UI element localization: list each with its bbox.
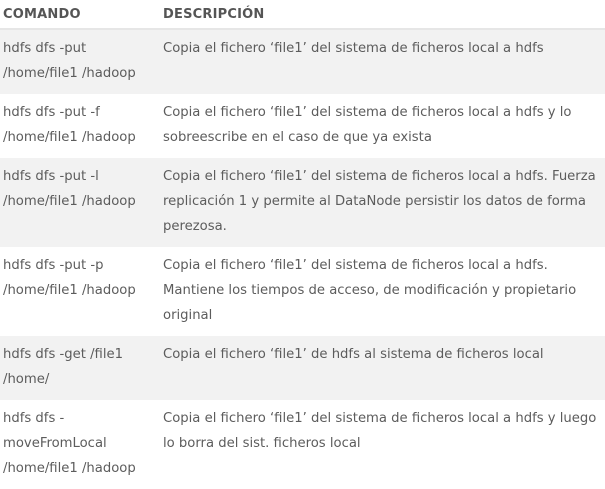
table-row [0, 400, 605, 489]
table-row [0, 94, 605, 158]
command-cell: hdfs dfs -put -f /home/file1 /hadoop [3, 105, 136, 145]
description-cell: Copia el fichero ‘file1’ de hdfs al sistema de ficheros local [160, 336, 605, 400]
command-cell: hdfs dfs -put -p /home/file1 /hadoop [3, 258, 136, 298]
description-cell: Copia el fichero ‘file1’ del sistema de ficheros local a hdfs. Mantiene los tiempos de acceso, de modificación y propietario original [163, 258, 577, 323]
table-row [0, 247, 605, 336]
description-cell: Copia el fichero ‘file1’ del sistema de ficheros local a hdfs y lo sobreescribe en el caso de que ya exista [163, 105, 572, 145]
table-row [0, 29, 605, 94]
command-cell: hdfs dfs -put -l /home/file1 /hadoop [0, 158, 160, 247]
description-cell: Copia el fichero ‘file1’ del sistema de ficheros local a hdfs. Fuerza replicación 1 y permite al DataNode persistir los datos de forma perezosa. [160, 158, 605, 247]
command-cell: hdfs dfs - moveFromLocal /home/file1 /hadoop [3, 411, 136, 476]
table-row [0, 336, 605, 400]
header-description: DESCRIPCIÓN [160, 0, 605, 29]
description-cell: Copia el fichero ‘file1’ del sistema de ficheros local a hdfs [160, 29, 605, 94]
header-command: COMANDO [0, 0, 160, 29]
table-row [0, 158, 605, 247]
command-cell: hdfs dfs -put /home/file1 /hadoop [0, 29, 160, 94]
table-header-row [0, 0, 605, 29]
command-cell: hdfs dfs -get /file1 /home/ [0, 336, 160, 400]
description-cell: Copia el fichero ‘file1’ del sistema de ficheros local a hdfs y luego lo borra del sist. ficheros local [163, 411, 597, 451]
